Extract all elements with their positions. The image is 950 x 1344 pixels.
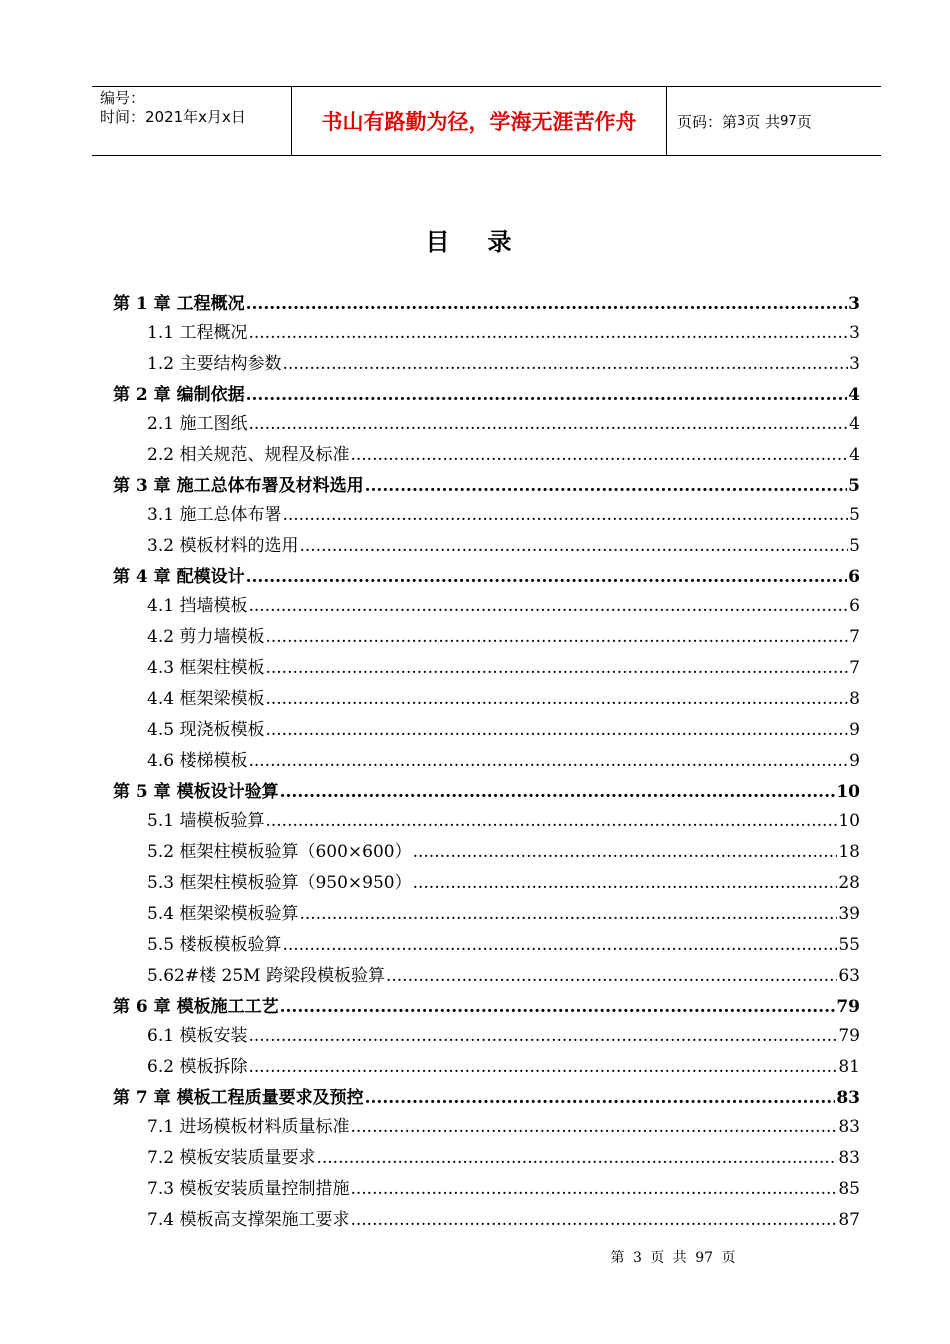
- toc-chapter-entry[interactable]: [113, 471, 860, 500]
- toc-chapter-entry[interactable]: [113, 380, 860, 409]
- toc-section-entry[interactable]: [113, 591, 860, 622]
- toc-leader-dots: [265, 658, 848, 678]
- toc-section-entry[interactable]: [113, 868, 860, 899]
- toc-leader-dots: [413, 873, 838, 893]
- toc-leader-dots: [282, 354, 848, 374]
- toc-page-number: 87: [838, 1210, 860, 1230]
- toc-chapter-entry[interactable]: [113, 562, 860, 591]
- toc-leader-dots: [299, 904, 837, 924]
- toc-leader-dots: [248, 596, 848, 616]
- toc-section-entry[interactable]: [113, 806, 860, 837]
- toc-leader-dots: [246, 567, 848, 587]
- toc-section-entry[interactable]: [113, 715, 860, 746]
- toc-leader-dots: [246, 294, 848, 314]
- toc-entry-text: 4.6 楼梯模板: [147, 751, 248, 771]
- toc-leader-dots: [248, 1057, 837, 1077]
- toc-page-number: 18: [838, 842, 860, 862]
- toc-entry-text: 4.3 框架柱模板: [147, 658, 265, 678]
- doc-time: 时间：2021年x月x日: [100, 108, 246, 126]
- toc-page-number: 5: [848, 476, 860, 496]
- toc-leader-dots: [265, 689, 848, 709]
- toc-page-number: 63: [838, 966, 860, 986]
- toc-leader-dots: [386, 966, 837, 986]
- toc-entry-text: 2.2 相关规范、规程及标准: [147, 445, 350, 465]
- toc-section-entry[interactable]: [113, 318, 860, 349]
- toc-leader-dots: [365, 1088, 836, 1108]
- toc-section-entry[interactable]: [113, 1052, 860, 1083]
- toc-section-entry[interactable]: [113, 899, 860, 930]
- toc-page-number: 28: [838, 873, 860, 893]
- toc-leader-dots: [248, 323, 848, 343]
- page-mid: 页 共: [745, 112, 781, 131]
- toc-page-number: 79: [838, 1026, 860, 1046]
- toc-leader-dots: [265, 627, 848, 647]
- toc-section-entry[interactable]: [113, 837, 860, 868]
- toc-page-number: 4: [849, 414, 860, 434]
- toc-section-entry[interactable]: [113, 684, 860, 715]
- toc-leader-dots: [265, 720, 848, 740]
- toc-entry-text: 5.62#楼 25M 跨梁段模板验算: [147, 966, 385, 986]
- toc-entry-text: 6.1 模板安装: [147, 1026, 248, 1046]
- toc-section-entry[interactable]: [113, 1174, 860, 1205]
- toc-section-entry[interactable]: [113, 622, 860, 653]
- toc-leader-dots: [299, 536, 848, 556]
- toc-leader-dots: [413, 842, 838, 862]
- toc-page-number: 83: [838, 1117, 860, 1137]
- toc-page-number: 79: [836, 997, 860, 1017]
- toc-section-entry[interactable]: [113, 440, 860, 471]
- toc-entry-text: 第 5 章 模板设计验算: [113, 782, 279, 802]
- toc-leader-dots: [350, 1117, 837, 1137]
- toc-page-number: 3: [849, 323, 860, 343]
- toc-entry-text: 5.4 框架梁模板验算: [147, 904, 299, 924]
- toc-leader-dots: [282, 505, 848, 525]
- toc-section-entry[interactable]: [113, 961, 860, 992]
- header-meta: [92, 87, 292, 155]
- toc-entry-text: 第 1 章 工程概况: [113, 294, 245, 314]
- toc-entry-text: 1.1 工程概况: [147, 323, 248, 343]
- toc-leader-dots: [280, 782, 836, 802]
- toc-entry-text: 第 4 章 配模设计: [113, 567, 245, 587]
- toc-chapter-entry[interactable]: [113, 1083, 860, 1112]
- toc-page-number: 6: [849, 596, 860, 616]
- toc-chapter-entry[interactable]: [113, 289, 860, 318]
- toc-page-number: 7: [849, 658, 860, 678]
- toc-entry-text: 2.1 施工图纸: [147, 414, 248, 434]
- toc-leader-dots: [350, 445, 848, 465]
- toc-page-number: 81: [838, 1057, 860, 1077]
- toc-entry-text: 1.2 主要结构参数: [147, 354, 282, 374]
- toc-entry-text: 第 2 章 编制依据: [113, 385, 245, 405]
- toc-section-entry[interactable]: [113, 746, 860, 777]
- toc-section-entry[interactable]: [113, 1143, 860, 1174]
- toc-page-number: 6: [848, 567, 860, 587]
- toc-title: 目录: [425, 227, 550, 256]
- page-suffix: 页: [796, 112, 812, 131]
- toc-entry-text: 5.5 楼板模板验算: [147, 935, 282, 955]
- toc-section-entry[interactable]: [113, 1205, 860, 1236]
- toc-page-number: 4: [848, 385, 860, 405]
- toc-section-entry[interactable]: [113, 409, 860, 440]
- toc-leader-dots: [248, 751, 848, 771]
- toc-page-number: 9: [849, 720, 860, 740]
- toc-entry-text: 5.2 框架柱模板验算（600×600）: [147, 842, 412, 862]
- toc-page-number: 8: [849, 689, 860, 709]
- toc-leader-dots: [265, 811, 837, 831]
- toc-entry-text: 4.2 剪力墙模板: [147, 627, 265, 647]
- toc-page-number: 5: [849, 536, 860, 556]
- toc-entry-text: 5.3 框架柱模板验算（950×950）: [147, 873, 412, 893]
- header-motto: 书山有路勤为径，学海无涯苦作舟: [292, 87, 667, 155]
- toc-page-number: 10: [838, 811, 860, 831]
- toc-section-entry[interactable]: [113, 1112, 860, 1143]
- toc-leader-dots: [248, 1026, 837, 1046]
- toc-page-number: 55: [838, 935, 860, 955]
- toc-page-number: 10: [836, 782, 860, 802]
- toc-entry-text: 第 7 章 模板工程质量要求及预控: [113, 1088, 364, 1108]
- toc-leader-dots: [350, 1210, 837, 1230]
- toc-entry-text: 4.4 框架梁模板: [147, 689, 265, 709]
- toc-entry-text: 5.1 墙模板验算: [147, 811, 265, 831]
- toc-entry-text: 3.2 模板材料的选用: [147, 536, 299, 556]
- toc-page-number: 85: [838, 1179, 860, 1199]
- toc-leader-dots: [282, 935, 837, 955]
- page-number: 3: [737, 113, 746, 129]
- toc-section-entry[interactable]: [113, 349, 860, 380]
- toc-leader-dots: [246, 385, 848, 405]
- toc-entry-text: 6.2 模板拆除: [147, 1057, 248, 1077]
- table-of-contents: [113, 289, 860, 1236]
- toc-page-number: 83: [836, 1088, 860, 1108]
- toc-entry-text: 第 6 章 模板施工工艺: [113, 997, 279, 1017]
- page-footer: 第 3 页 共 97 页: [610, 1250, 736, 1266]
- toc-page-number: 83: [838, 1148, 860, 1168]
- toc-leader-dots: [350, 1179, 837, 1199]
- page-header: [92, 86, 881, 156]
- toc-leader-dots: [280, 997, 836, 1017]
- page-total: 97: [780, 113, 797, 129]
- toc-chapter-entry[interactable]: [113, 992, 860, 1021]
- toc-page-number: 39: [838, 904, 860, 924]
- toc-page-number: 5: [849, 505, 860, 525]
- toc-section-entry[interactable]: [113, 653, 860, 684]
- toc-entry-text: 第 3 章 施工总体布署及材料选用: [113, 476, 364, 496]
- toc-entry-text: 4.5 现浇板模板: [147, 720, 265, 740]
- toc-page-number: 7: [849, 627, 860, 647]
- toc-leader-dots: [365, 476, 848, 496]
- toc-page-number: 3: [849, 354, 860, 374]
- toc-section-entry[interactable]: [113, 531, 860, 562]
- toc-entry-text: 7.3 模板安装质量控制措施: [147, 1179, 350, 1199]
- toc-entry-text: 7.4 模板高支撑架施工要求: [147, 1210, 350, 1230]
- toc-section-entry[interactable]: [113, 930, 860, 961]
- toc-page-number: 3: [848, 294, 860, 314]
- toc-leader-dots: [248, 414, 848, 434]
- doc-number-label: 编号：: [100, 89, 146, 107]
- toc-entry-text: 3.1 施工总体布署: [147, 505, 282, 525]
- toc-section-entry[interactable]: [113, 500, 860, 531]
- toc-page-number: 9: [849, 751, 860, 771]
- toc-chapter-entry[interactable]: [113, 777, 860, 806]
- header-page-info: [667, 87, 881, 155]
- toc-entry-text: 4.1 挡墙模板: [147, 596, 248, 616]
- page-prefix: 页码：第: [677, 112, 738, 131]
- toc-entry-text: 7.1 进场模板材料质量标准: [147, 1117, 350, 1137]
- toc-leader-dots: [316, 1148, 837, 1168]
- toc-section-entry[interactable]: [113, 1021, 860, 1052]
- toc-page-number: 4: [849, 445, 860, 465]
- toc-entry-text: 7.2 模板安装质量要求: [147, 1148, 316, 1168]
